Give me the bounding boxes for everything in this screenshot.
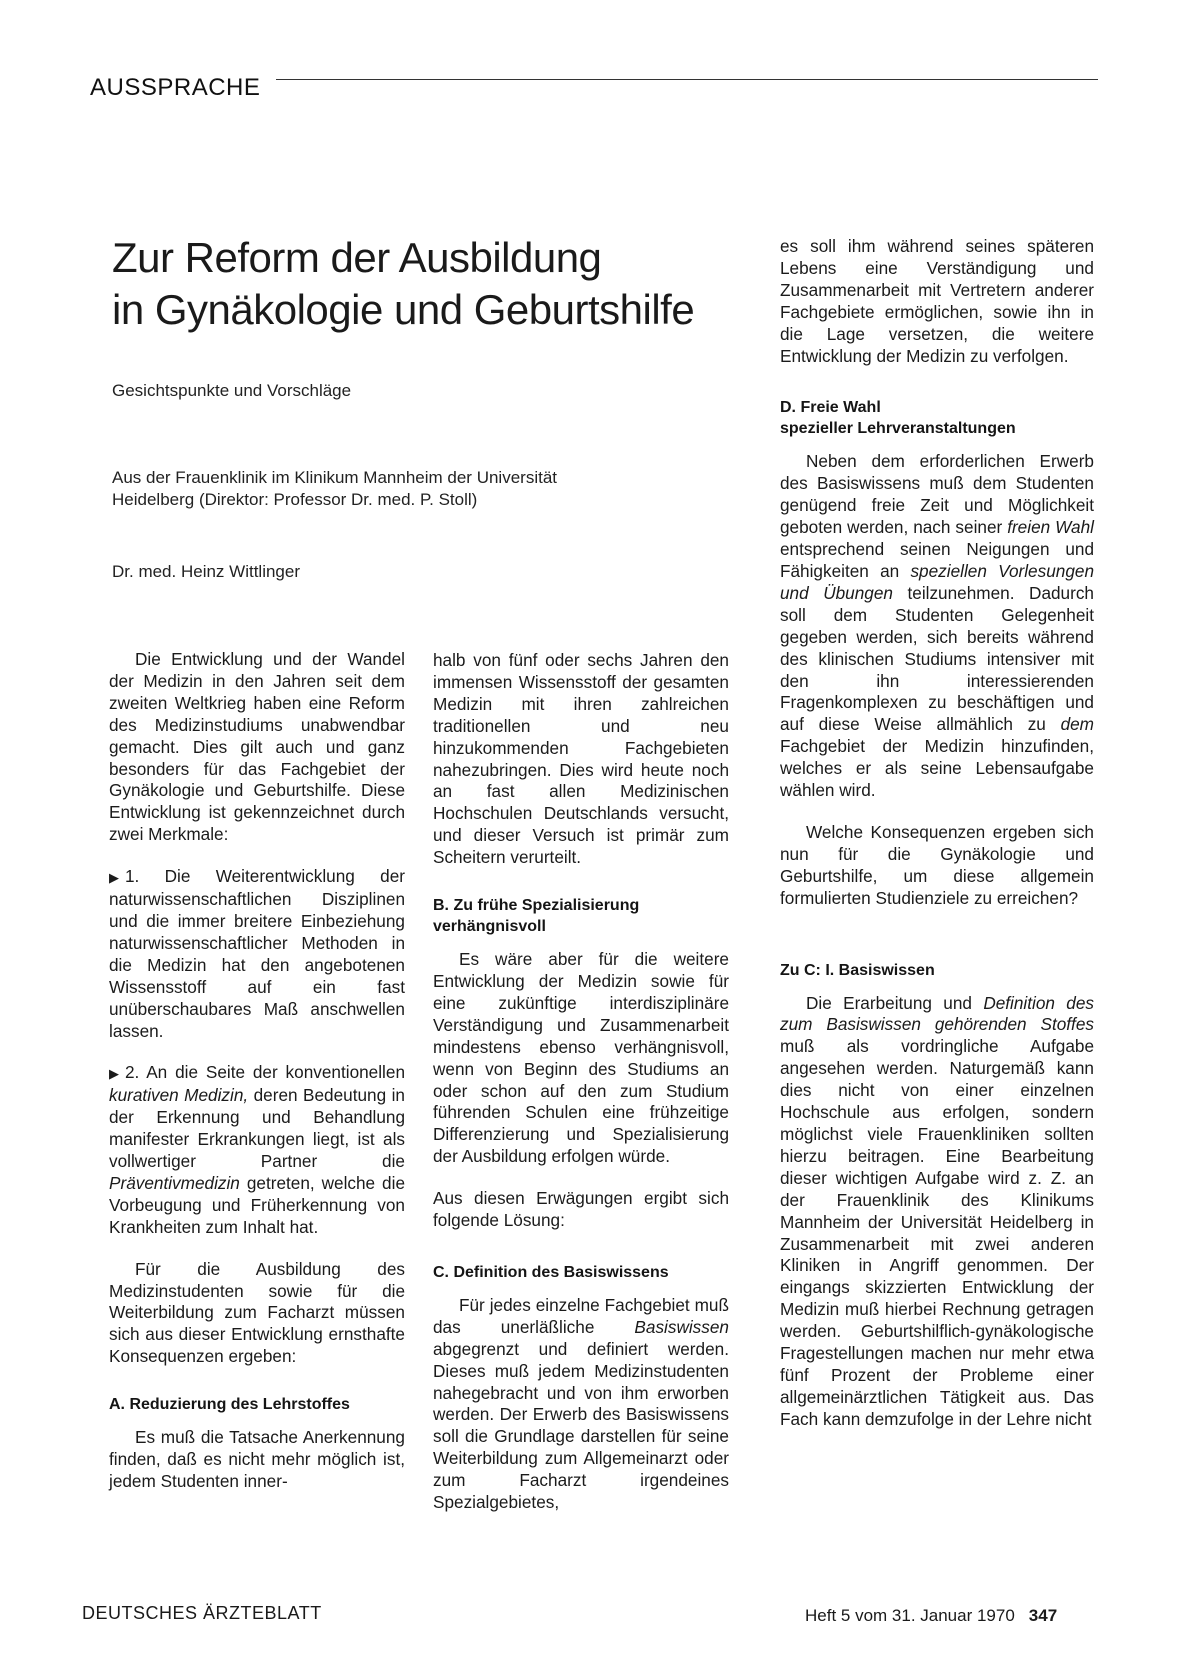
title-line-1: Zur Reform der Ausbildung (112, 234, 602, 281)
author-affiliation (112, 467, 672, 511)
section-label: AUSSPRACHE (90, 74, 261, 101)
paragraph-text: abgegrenzt und definiert werden. Dieses muß jedem Medizinstudenten nahegebracht und von ihm erworben werden. Der Erwerb des Basiswissens soll die Grundlage darstellen für seine Weiterbildung zum Allgemeinarzt oder zum Facharzt irgendeines Spezialgebietes, (433, 1338, 729, 1513)
text-column-3 (780, 236, 1094, 1451)
journal-name: DEUTSCHES ÄRZTEBLATT (82, 1603, 322, 1623)
heading-line: spezieller Lehrveranstaltungen (780, 420, 1016, 438)
bullet-text: 2. An die Seite der konventionellen (125, 1062, 405, 1083)
text-column-1 (109, 649, 405, 1513)
paragraph (780, 993, 1094, 1431)
paragraph: Die Entwicklung und der Wandel der Medizin in den Jahren seit dem zweiten Weltkrieg haben eine Reform des Medizinstudiums unabwendbar gemacht. Dies gilt auch und ganz besonders für das Fachgebiet der Gynäkologie und Geburtshilfe. Diese Entwicklung ist gekennzeichnet durch zwei Merkmale: (109, 649, 405, 845)
emphasis: Basiswissen (634, 1316, 729, 1337)
paragraph-text: teilzunehmen. Dadurch soll dem Studenten Gelegenheit gegeben werden, sich bereits während des klinischen Studiums intensiver mit den ihn interessierenden Fragenkomplexen zu beschäftigen und auf diese Weise allmählich zu (780, 582, 1094, 735)
issue-info: Heft 5 vom 31. Januar 1970 (805, 1606, 1015, 1625)
paragraph: Aus diesen Erwägungen ergibt sich folgende Lösung: (433, 1188, 729, 1231)
bullet-text: deren Bedeutung in der Erkennung und Behandlung manifester Erkrankungen liegt, ist als vollwertiger Partner die (109, 1085, 405, 1172)
section-heading-d (780, 397, 1094, 439)
paragraph: Welche Konsequenzen ergeben sich nun für die Gynäkologie und Geburtshilfe, um diese allgemein formulierten Studienziele zu erreichen? (780, 821, 1094, 908)
title-line-2: in Gynäkologie und Geburtshilfe (112, 286, 695, 333)
paragraph-text: entsprechend seinen Neigungen und Fähigkeiten an (780, 539, 1094, 581)
emphasis: kurativen Medizin, (109, 1085, 249, 1106)
bullet-text: getreten, welche die Vorbeugung und Früherkennung von Krankheiten zum Inhalt hat. (109, 1172, 405, 1237)
paragraph-text: Fachgebiet der Medizin hinzufinden, welches er als seine Lebensaufgabe wählen wird. (780, 736, 1094, 801)
emphasis: Definition des zum Basiswissen gehörenden Stoffes (780, 992, 1095, 1035)
bullet-item-2 (109, 1062, 405, 1238)
author-name: Dr. med. Heinz Wittlinger (112, 562, 300, 581)
paragraph: Es muß die Tatsache Anerkennung finden, daß es nicht mehr möglich ist, jedem Studenten inner- (109, 1427, 405, 1491)
affiliation-line-2: Heidelberg (Direktor: Professor Dr. med. P. Stoll) (112, 490, 478, 509)
heading-line: B. Zu frühe Spezialisierung (433, 897, 640, 915)
heading-line: verhängnisvoll (433, 918, 546, 936)
paragraph (780, 451, 1094, 802)
paragraph (433, 1295, 729, 1514)
emphasis: speziellen Vorlesungen und Übungen (780, 560, 1094, 603)
bullet-item-1 (109, 866, 405, 1042)
emphasis: dem (1060, 714, 1094, 735)
bullet-text: 1. Die Weiterentwicklung der naturwissenschaftlichen Disziplinen und die immer breitere Einbeziehung naturwissenschaftlicher Methoden in die Medizin hat den angebotenen Wissensstoff auf ein fast unüberschaubares Maß anschwellen lassen. (109, 866, 405, 1041)
paragraph-text: Die Erarbeitung und (806, 992, 984, 1013)
section-heading-a: A. Reduzierung des Lehrstoffes (109, 1396, 350, 1414)
heading-line: D. Freie Wahl (780, 399, 881, 417)
triangle-bullet-icon: ▶ (109, 1066, 119, 1082)
issue-footer (805, 1606, 1057, 1626)
header-rule (276, 79, 1098, 80)
article-title (112, 232, 772, 336)
paragraph: es soll ihm während seines späteren Lebens eine Verständigung und Zusammenarbeit mit Vertretern anderer Fachgebiete ermöglichen, sowie ihn in die Lage versetzen, die weitere Entwicklung der Medizin zu verfolgen. (780, 236, 1094, 366)
paragraph-text: Für jedes einzelne Fachgebiet muß das unerläßliche (433, 1294, 729, 1337)
article-subtitle: Gesichtspunkte und Vorschläge (112, 381, 352, 400)
paragraph-text: muß als vordringliche Aufgabe angesehen werden. Naturgemäß kann dies nicht von einer einzelnen Hochschule aus erfolgen, sondern möglichst viele Frauenkliniken sollten hierzu beitragen. Eine Bearbeitung dieser wichtigen Aufgabe wird z. Z. an der Frauenklinik des Klinikums Mannheim der Universität Heidelberg in Zusammenarbeit mit zwei anderen Kliniken in Angriff genommen. Der eingangs skizzierten Entwicklung der Medizin muß hierbei Rechnung getragen werden. Geburtshilflich-gynäkologische Fragestellungen machen nur mehr etwa fünf Prozent der Probleme einer allgemeinärztlichen Tätigkeit aus. Das Fach kann demzufolge in der Lehre nicht (780, 1036, 1094, 1429)
emphasis: Präventivmedizin (109, 1172, 240, 1193)
page-number: 347 (1028, 1606, 1058, 1625)
triangle-bullet-icon: ▶ (109, 870, 119, 886)
text-column-2 (433, 650, 729, 1534)
emphasis: freien Wahl (1007, 517, 1094, 538)
paragraph: Es wäre aber für die weitere Entwicklung der Medizin sowie für eine zukünftige interdisziplinäre Verständigung und Zusammenarbeit mindestens ebenso verhängnisvoll, wenn von Beginn des Studiums an oder schon auf den zum Studium führenden Schulen eine frühzeitige Differenzierung und Spezialisierung der Ausbildung erfolgen würde. (433, 949, 729, 1167)
section-heading-b (433, 895, 729, 937)
affiliation-line-1: Aus der Frauenklinik im Klinikum Mannheim der Universität (112, 468, 557, 487)
paragraph: halb von fünf oder sechs Jahren den immensen Wissensstoff der gesamten Medizin mit ihren zahlreichen traditionellen und neu hinzukommenden Fachgebieten nahezubringen. Dies wird heute noch an fast allen Medizinischen Hochschulen Deutschlands versucht, und dieser Versuch ist primär zum Scheitern verurteilt. (433, 650, 729, 868)
paragraph-text: Neben dem erforderlichen Erwerb des Basiswissens muß dem Studenten genügend freie Zeit und Möglichkeit geboten werden, nach seiner (780, 451, 1094, 538)
section-heading-c: C. Definition des Basiswissens (433, 1263, 669, 1281)
paragraph: Für die Ausbildung des Medizinstudenten sowie für die Weiterbildung zum Facharzt müssen sich aus dieser Entwicklung ernsthafte Konsequenzen ergeben: (109, 1258, 405, 1367)
section-heading-c1: Zu C: I. Basiswissen (780, 961, 935, 979)
